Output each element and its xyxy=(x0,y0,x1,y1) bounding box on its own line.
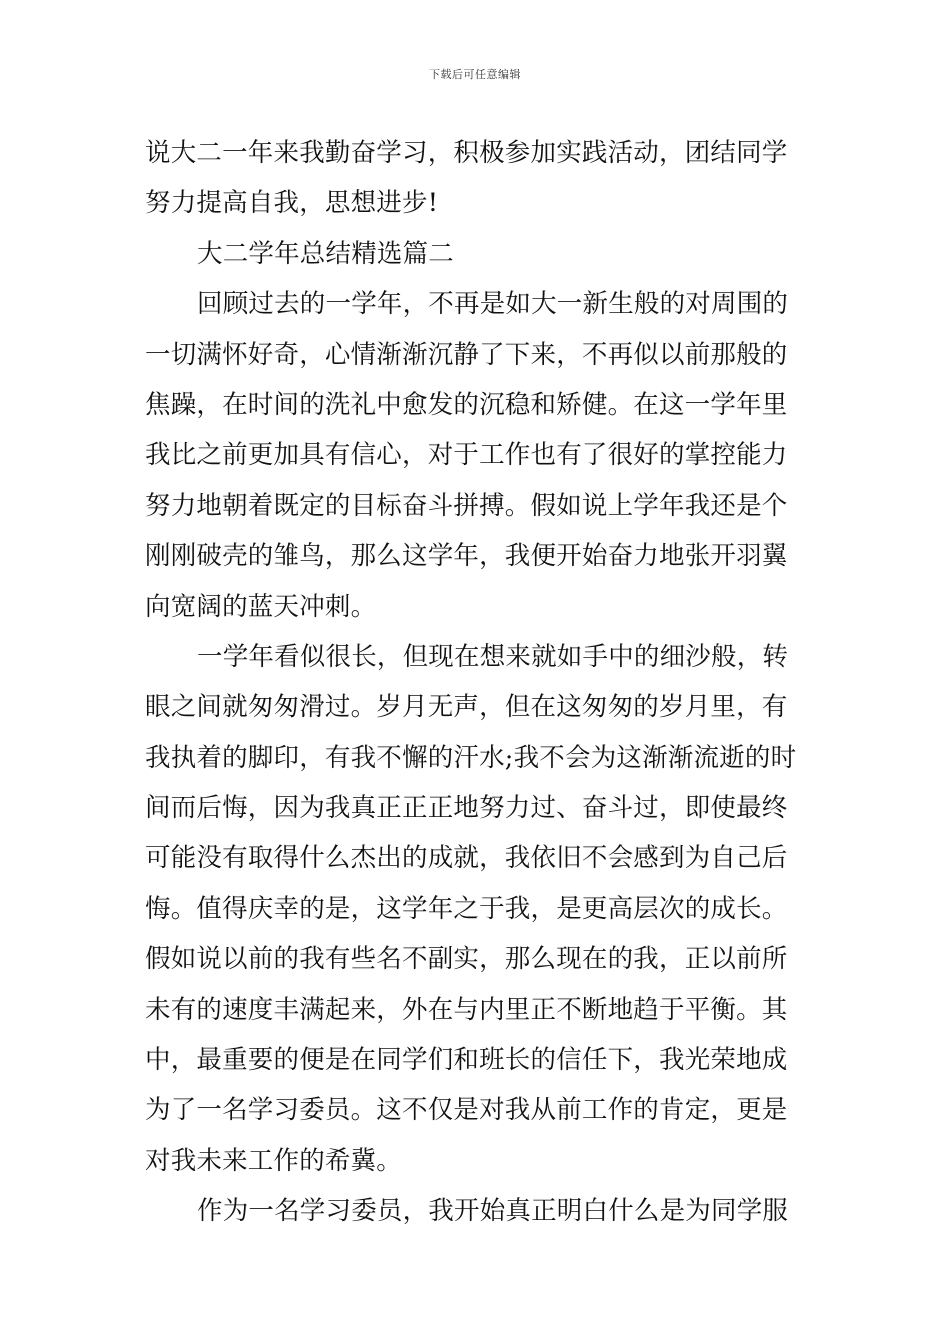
text-line: 向宽阔的蓝天冲刺。 xyxy=(145,591,377,622)
text-line: 说大二一年来我勤奋学习，积极参加实践活动，团结同学 xyxy=(145,138,788,168)
paragraph-start: 作为一名学习委员，我开始真正明白什么是为同学服 xyxy=(197,1196,789,1227)
text-line: 可能没有取得什么杰出的成就，我依旧不会感到为自己后 xyxy=(145,843,788,874)
text-line: 努力提高自我，思想进步! xyxy=(145,188,439,219)
text-line: 中，最重要的便是在同学们和班长的信任下，我光荣地成 xyxy=(145,1045,788,1076)
text-line: 为了一名学习委员。这不仅是对我从前工作的肯定，更是 xyxy=(145,1095,788,1126)
text-line: 眼之间就匆匆滑过。岁月无声，但在这匆匆的岁月里，有 xyxy=(145,692,788,723)
document-body xyxy=(145,128,805,1237)
paragraph-start: 一学年看似很长，但现在想来就如手中的细沙般，转 xyxy=(197,641,789,672)
text-line: 我比之前更加具有信心，对于工作也有了很好的掌控能力 xyxy=(145,440,788,471)
section-heading: 大二学年总结精选篇二 xyxy=(197,238,455,269)
paragraph-start: 回顾过去的一学年，不再是如大一新生般的对周围的 xyxy=(197,289,789,320)
text-line: 间而后悔，因为我真正正正地努力过、奋斗过，即使最终 xyxy=(145,793,788,824)
text-line: 对我未来工作的希冀。 xyxy=(145,1145,403,1176)
text-line: 焦躁，在时间的洗礼中愈发的沉稳和矫健。在这一学年里 xyxy=(145,389,788,420)
text-line: 一切满怀好奇，心情渐渐沉静了下来，不再似以前那般的 xyxy=(145,339,788,370)
text-line: 我执着的脚印，有我不懈的汗水;我不会为这渐渐流逝的时 xyxy=(145,742,797,773)
text-line: 努力地朝着既定的目标奋斗拼搏。假如说上学年我还是个 xyxy=(145,490,788,521)
text-line: 假如说以前的我有些名不副实，那么现在的我，正以前所 xyxy=(145,944,788,975)
page-header-note: 下载后可任意编辑 xyxy=(429,68,521,81)
text-line: 悔。值得庆幸的是，这学年之于我，是更高层次的成长。 xyxy=(145,893,788,924)
text-line: 刚刚破壳的雏鸟，那么这学年，我便开始奋力地张开羽翼 xyxy=(145,541,788,572)
text-line: 未有的速度丰满起来，外在与内里正不断地趋于平衡。其 xyxy=(145,994,788,1025)
